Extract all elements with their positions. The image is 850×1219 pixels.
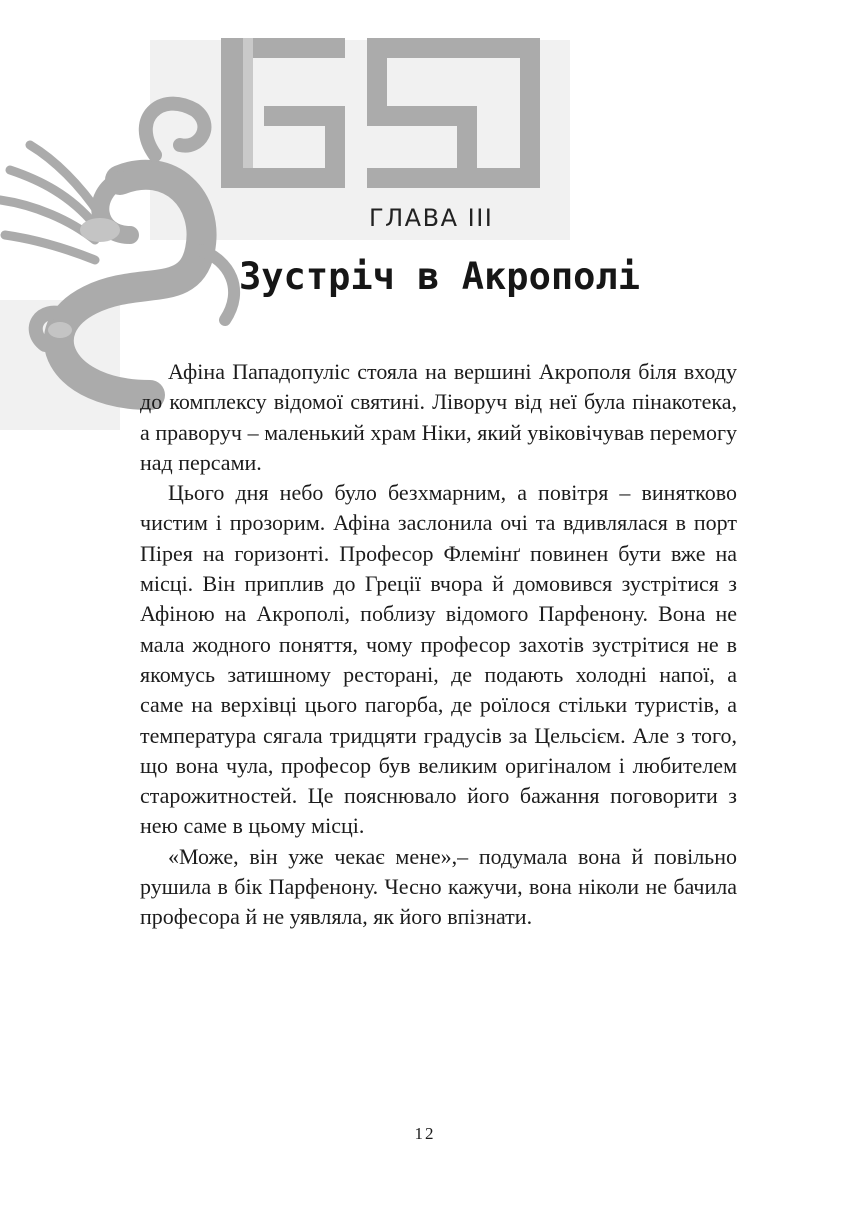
chapter-title: Зустріч в Акрополі	[239, 255, 640, 298]
page-number: 12	[414, 1124, 436, 1143]
paragraph: «Може, він уже чекає мене»,– подумала вона й повільно рушила в бік Парфенону. Чесно кажучи, вона ніколи не бачила професора й не уявляла, як його впізнати.	[140, 843, 737, 930]
chapter-label: ГЛАВА III	[369, 204, 494, 232]
body-text	[140, 357, 737, 933]
paragraph: Цього дня небо було безхмарним, а повітря – винятково чистим і прозорим. Афіна заслонила очі та вдивлялася в порт Пірея на горизонті. Професор Флемінґ повинен бути вже на місці. Він приплив до Греції вчора й домовився зустрітися з Афіною на Акрополі, поблизу відомого Парфенону. Вона не мала жодного поняття, чому професор захотів зустрітися не в якомусь затишному ресторані, де подають холодні напої, а саме на верхівці цього пагорба, де роїлося стільки туристів, а температура сягала тридцяти градусів за Цельсієм. Але з того, що вона чула, професор був великим оригіналом і любителем старожитностей. Це пояснювало його бажання поговорити з нею саме в цьому місці.	[140, 480, 737, 839]
paragraph: Афіна Пападопуліс стояла на вершині Акрополя біля входу до комплексу відомої святині. Ліворуч від неї була пінакотека, а праворуч – маленький храм Ніки, який увіковічував перемогу над персами.	[140, 359, 737, 475]
